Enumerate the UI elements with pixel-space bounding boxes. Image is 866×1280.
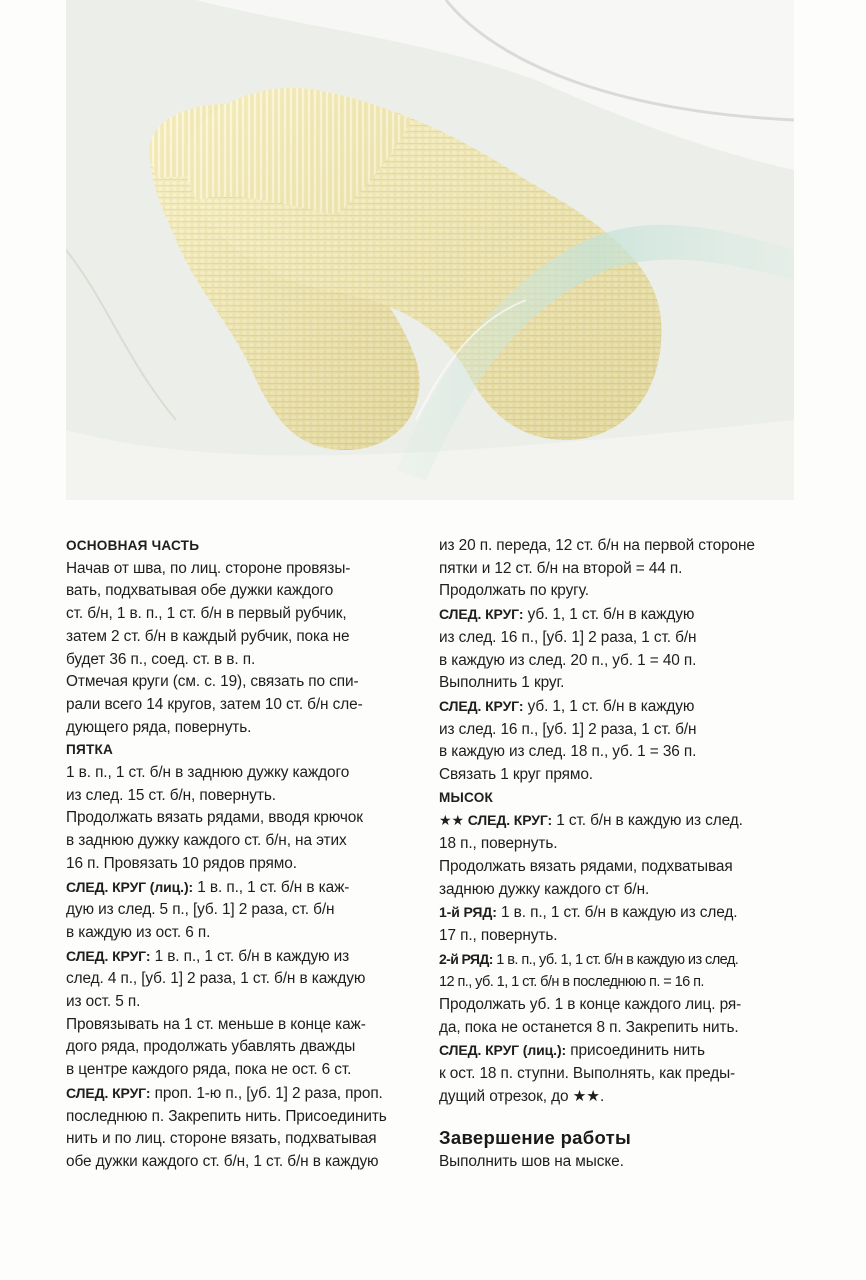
text-line: ст. б/н, 1 в. п., 1 ст. б/н в первый рубчик,: [66, 605, 347, 623]
text-line: заднюю дужку каждого ст б/н.: [439, 880, 650, 898]
instruction-text: уб. 1, 1 ст. б/н в каждую: [523, 606, 695, 624]
row-label: 1-й РЯД:: [439, 904, 497, 921]
row-label: 2-й РЯД:: [439, 950, 493, 967]
text-line: последнюю п. Закрепить нить. Присоединить: [66, 1107, 387, 1125]
text-line: обе дужки каждого ст. б/н, 1 ст. б/н в каждую: [66, 1152, 379, 1170]
text-line: в заднюю дужку каждого ст. б/н, на этих: [66, 832, 347, 850]
text-line: к ост. 18 п. ступни. Выполнять, как преды-: [439, 1065, 736, 1083]
instruction-text: 1 в. п., 1 ст. б/н в каждую из: [150, 947, 350, 965]
instruction-line: [66, 1082, 426, 1106]
text-line: Выполнить шов на мыске.: [439, 1153, 624, 1171]
text-line: вать, подхватывая обе дужки каждого: [66, 582, 334, 600]
text-line: да, пока не останется 8 п. Закрепить нить.: [439, 1018, 739, 1036]
text-line: Начав от шва, по лиц. стороне провязы-: [66, 559, 351, 577]
text-line: Продолжать вязать рядами, вводя крючок: [66, 809, 363, 827]
main-part-heading: ОСНОВНАЯ ЧАСТЬ: [66, 538, 200, 553]
text-line: 18 п., повернуть.: [439, 835, 558, 853]
text-line: Выполнить 1 круг.: [439, 674, 565, 692]
instruction-line: [439, 809, 804, 833]
next-round-label: СЛЕД. КРУГ (лиц.):: [66, 878, 194, 895]
instruction-line: [439, 948, 804, 972]
instruction-line: [66, 876, 426, 900]
text-line: затем 2 ст. б/н в каждый рубчик, пока не: [66, 627, 350, 645]
text-line: в каждую из ост. 6 п.: [66, 923, 211, 941]
next-round-label: СЛЕД. КРУГ:: [439, 606, 524, 623]
text-line: из след. 16 п., [уб. 1] 2 раза, 1 ст. б/н: [439, 628, 697, 646]
next-round-label: СЛЕД. КРУГ:: [66, 1084, 151, 1101]
text-line: пятки и 12 ст. б/н на второй = 44 п.: [439, 559, 683, 577]
text-line: 12 п., уб. 1, 1 ст. б/н в последнюю п. = 16 п.: [439, 974, 704, 991]
text-line: след. 4 п., [уб. 1] 2 раза, 1 ст. б/н в каждую: [66, 970, 366, 988]
text-line: Связать 1 круг прямо.: [439, 766, 593, 784]
instruction-text: проп. 1-ю п., [уб. 1] 2 раза, проп.: [150, 1084, 383, 1102]
instruction-line: [439, 695, 804, 719]
right-column: [439, 535, 804, 1174]
text-line: дующего ряда, повернуть.: [66, 718, 252, 736]
text-line: Продолжать вязать рядами, подхватывая: [439, 857, 733, 875]
next-round-label: ★★ СЛЕД. КРУГ:: [439, 812, 553, 829]
text-line: в центре каждого ряда, пока не ост. 6 ст.: [66, 1061, 352, 1079]
instruction-text: 1 в. п., 1 ст. б/н в каждую из след.: [496, 904, 738, 922]
text-line: Продолжать по кругу.: [439, 582, 589, 600]
knitted-baby-socks-photo-icon: [66, 0, 794, 500]
instruction-text: 1 ст. б/н в каждую из след.: [552, 812, 743, 830]
text-line: дую из след. 5 п., [уб. 1] 2 раза, ст. б/н: [66, 901, 335, 919]
instruction-line: [66, 945, 426, 969]
text-line: Провязывать на 1 ст. меньше в конце каж-: [66, 1015, 366, 1033]
text-line: из 20 п. переда, 12 ст. б/н на первой стороне: [439, 537, 755, 554]
text-line: 17 п., повернуть.: [439, 926, 558, 944]
instruction-text: уб. 1, 1 ст. б/н в каждую: [523, 697, 695, 715]
text-line: будет 36 п., соед. ст. в в. п.: [66, 650, 256, 668]
instruction-line: [439, 603, 804, 627]
next-round-label: СЛЕД. КРУГ:: [66, 947, 151, 964]
text-line: из ост. 5 п.: [66, 993, 141, 1011]
finishing-heading: Завершение работы: [439, 1126, 632, 1148]
instruction-text: 1 в. п., уб. 1, 1 ст. б/н в каждую из след.: [492, 951, 739, 968]
text-line: нить и по лиц. стороне вязать, подхватывая: [66, 1130, 377, 1148]
text-line: в каждую из след. 20 п., уб. 1 = 40 п.: [439, 651, 697, 669]
next-round-label: СЛЕД. КРУГ (лиц.):: [439, 1042, 567, 1059]
toe-heading: МЫСОК: [439, 789, 493, 805]
text-line: дущий отрезок, до ★★.: [439, 1087, 605, 1105]
instruction-line: [439, 1039, 804, 1063]
heel-heading: ПЯТКА: [66, 742, 113, 758]
text-line: 16 п. Провязать 10 рядов прямо.: [66, 854, 297, 872]
text-line: Продолжать уб. 1 в конце каждого лиц. ря-: [439, 996, 742, 1014]
text-line: 1 в. п., 1 ст. б/н в заднюю дужку каждого: [66, 764, 350, 782]
text-line: из след. 15 ст. б/н, повернуть.: [66, 786, 276, 804]
instruction-text: 1 в. п., 1 ст. б/н в каж-: [193, 878, 350, 896]
instruction-line: [439, 901, 804, 925]
left-column: [66, 535, 426, 1174]
text-line: в каждую из след. 18 п., уб. 1 = 36 п.: [439, 743, 697, 761]
text-line: из след. 16 п., [уб. 1] 2 раза, 1 ст. б/н: [439, 720, 697, 738]
text-line: рали всего 14 кругов, затем 10 ст. б/н сле-: [66, 695, 363, 713]
instruction-text: присоединить нить: [566, 1042, 705, 1060]
next-round-label: СЛЕД. КРУГ:: [439, 697, 524, 714]
text-line: дого ряда, продолжать убавлять дважды: [66, 1038, 356, 1056]
text-line: Отмечая круги (см. с. 19), связать по спи-: [66, 673, 359, 691]
socks-photo: [66, 0, 794, 500]
